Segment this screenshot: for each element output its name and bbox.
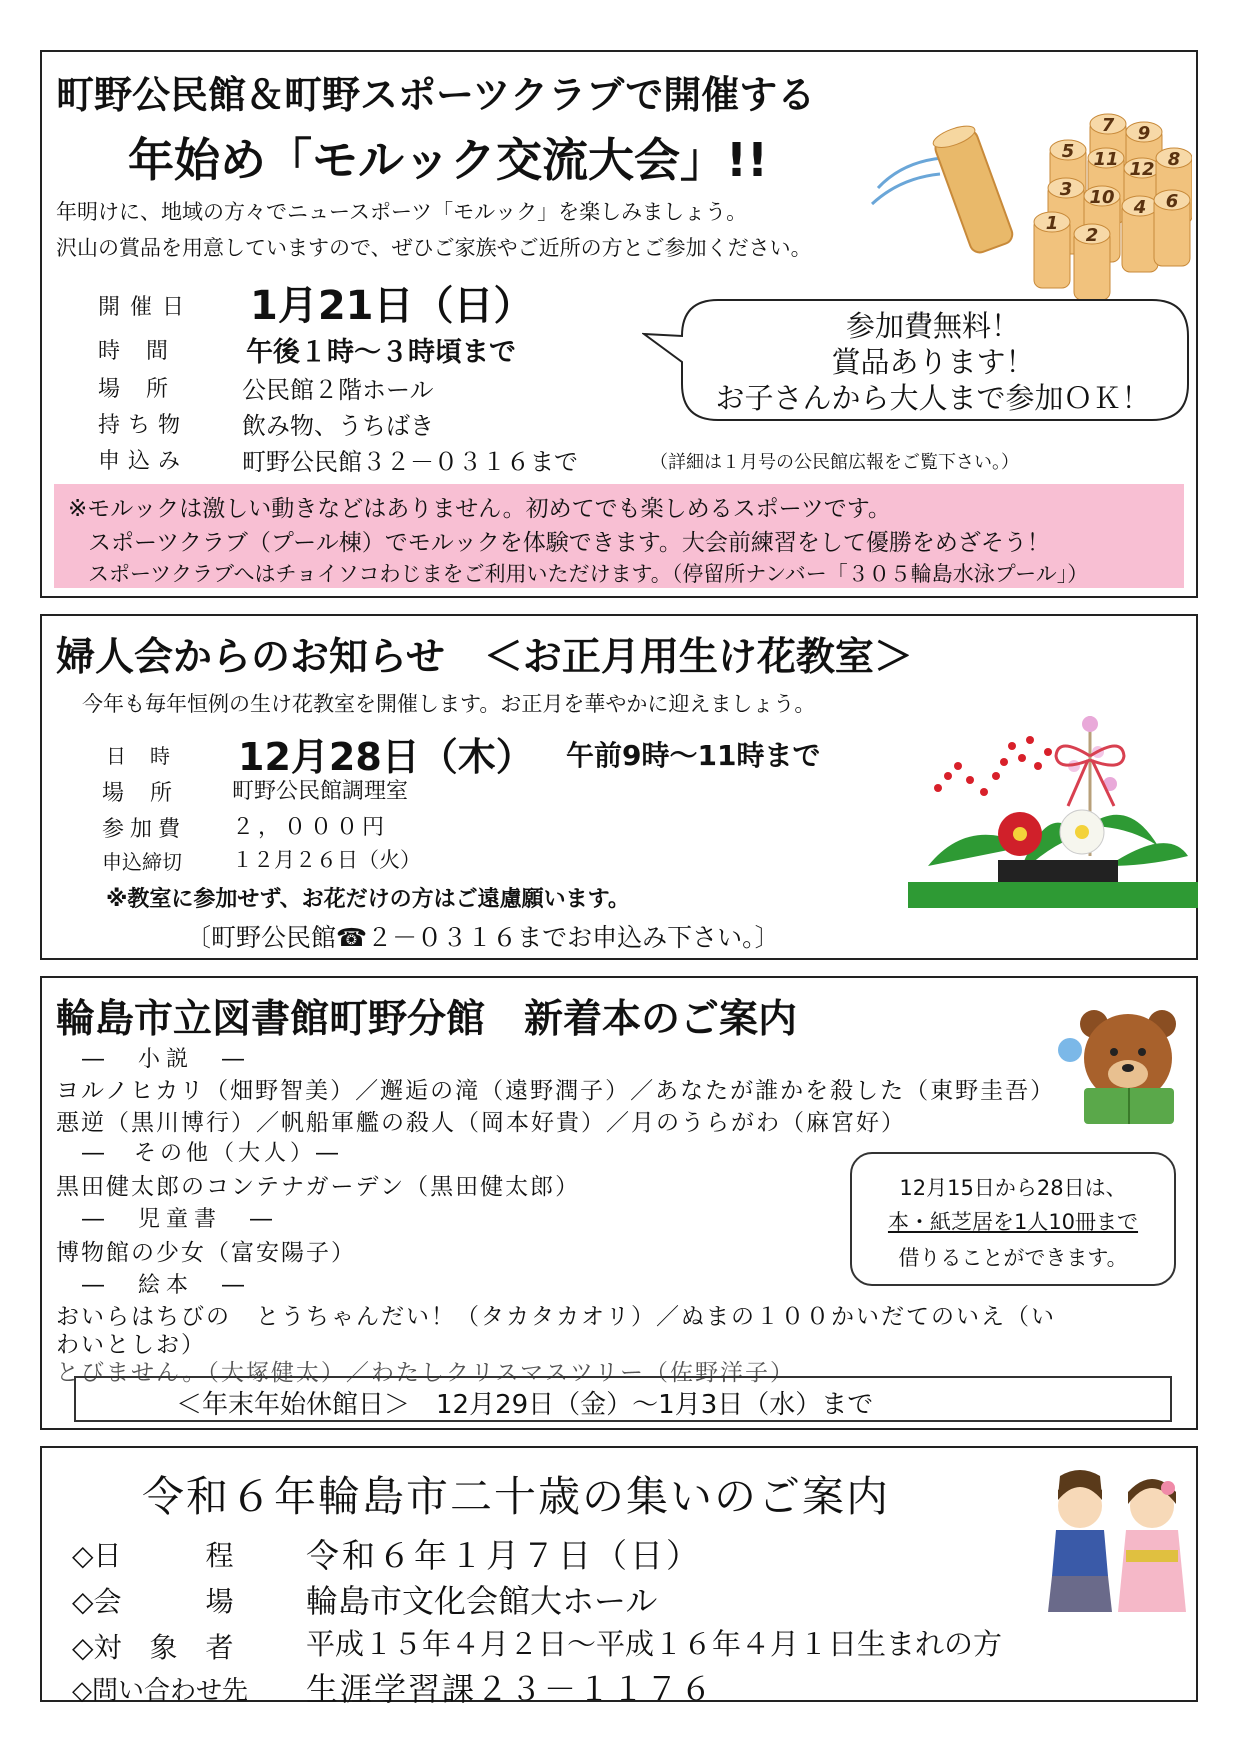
thrown-pin [931,122,1015,255]
time-label: 時 間 [98,339,171,364]
molkky-pin-number: 4 [1133,197,1147,218]
molkky-pin-number: 2 [1085,225,1099,246]
bear-reading-illustration [1054,992,1194,1132]
molkky-note-3: スポーツクラブへはチョイソコわじまをご利用いただけます。（停留所ナンバー「３０５輪島水泳プール」） [88,562,1089,586]
molkky-pin-number: 9 [1137,123,1151,144]
place-label: 場 所 [98,377,171,402]
apply-label: 申込み [98,449,189,474]
boy-hakama [1048,1470,1112,1612]
bubble-line-2: 賞品あります！ [831,345,1035,379]
speech-bubble [678,296,1188,424]
ikebana-place-value: 町野公民館調理室 [232,779,409,804]
apply-note: （詳細は１月号の公民館広報をご覧下さい。） [650,452,1019,473]
children-line: 博物館の少女（富安陽子） [56,1240,356,1266]
ikebana-date-value: 12月28日（木） [238,735,534,779]
swing-lines [872,158,942,204]
molkky-pin-number: 6 [1165,191,1179,212]
ikebana-deadline-value: １２月２６日（火） [232,848,421,872]
molkky-pin-number: 11 [1093,149,1119,170]
molkky-pin [1034,212,1070,288]
ikebana-time-value: 午前9時～11時まで [566,739,821,772]
ceremony-row-4-label: ◇問い合わせ先 [72,1676,248,1706]
ikebana-date-label: 日 時 [106,744,172,768]
ikebana-section [40,614,1198,960]
other-line: 黒田健太郎のコンテナガーデン（黒田健太郎） [56,1174,581,1200]
molkky-title-2: 年始め「モルック交流大会」!! [128,133,768,187]
ikebana-contact: 〔町野公民館☎２－０３１６までお申込み下さい。〕 [186,923,780,952]
library-section [40,976,1198,1430]
ikebana-deadline-label: 申込締切 [102,850,182,874]
molkky-title-1: 町野公民館＆町野スポーツクラブで開催する [56,73,816,117]
molkky-note-2: スポーツクラブ（プール棟）でモルックを体験できます。大会前練習をして優勝をめざそう！ [88,530,1050,556]
novel-line-1: ヨルノヒカリ（畑野智美）／邂逅の滝（遠野潤子）／あなたが誰かを殺した（東野圭吾） [56,1078,1056,1104]
date-label: 開催日 [98,295,195,320]
vase [998,860,1118,882]
bubble-text [678,308,1188,416]
ikebana-title: 婦人会からのお知らせ ＜お正月用生け花教室＞ [56,635,913,680]
closed-days-text: ＜年末年始休館日＞ 12月29日（金）～1月3日（水）まで [176,1390,874,1420]
picture-book-line-1: おいらはちびの とうちゃんだい！（タカタカオリ）／ぬまの１００かいだてのいえ（い [56,1304,1056,1330]
molkky-pin-number: 5 [1061,141,1075,162]
ceremony-row-3-value: 平成１５年４月２日～平成１６年４月１日生まれの方 [306,1627,1003,1661]
mouse-icon [1058,1038,1082,1062]
ikebana-fee-label: 参加費 [102,817,187,842]
kimono-children-illustration [1042,1466,1192,1616]
time-value: 午後１時～３時頃まで [246,337,516,368]
numbered-pins [1034,114,1192,300]
loan-note-line-2: 本・紙芝居を1人10冊まで [887,1210,1139,1234]
molkky-pin [1074,224,1110,300]
library-title: 輪島市立図書館町野分館 新着本のご案内 [56,997,798,1042]
molkky-pin-number: 7 [1101,115,1115,136]
items-value: 飲み物、うちばき [242,412,434,440]
place-value: 公民館２階ホール [242,376,434,404]
library-loan-note [850,1152,1176,1286]
red-berries [934,736,1052,796]
molkky-pin-number: 10 [1089,187,1115,208]
items-label: 持ち物 [98,413,189,438]
date-value: 1月21日（日） [250,283,534,329]
children-header: ― 児童書 ― [82,1207,279,1232]
ceremony-section [40,1446,1198,1708]
molkky-pin-number: 1 [1045,213,1059,234]
ceremony-row-3-label: ◇対 象 者 [72,1631,234,1664]
picture-book-line-2: わいとしお） [56,1332,206,1358]
closed-days-box [74,1376,1172,1422]
molkky-intro-2: 沢山の賞品を用意していますので、ぜひご家族やご近所の方とご参加ください。 [56,236,812,260]
ceremony-title: 令和６年輪島市二十歳の集いのご案内 [142,1472,891,1521]
ceremony-row-2-value: 輪島市文化会館大ホール [306,1582,658,1620]
molkky-intro-1: 年明けに、地域の方々でニュースポーツ「モルック」を楽しみましょう。 [56,200,748,224]
bubble-line-3: お子さんから大人まで参加ＯＫ！ [715,381,1151,415]
ikebana-note: ※教室に参加せず、お花だけの方はご遠慮願います。 [106,887,630,912]
ceremony-row-4-value: 生涯学習課２３－１１７６ [306,1670,715,1708]
bubble-line-1: 参加費無料！ [845,309,1020,343]
loan-note-line-1: 12月15日から28日は、 [899,1176,1127,1200]
girl-furisode [1118,1479,1186,1612]
novel-header: ― 小説 ― [82,1047,251,1072]
molkky-pin-number: 8 [1167,149,1181,170]
flower-arrangement-illustration [908,696,1198,926]
loan-note-line-3: 借りることができます。 [898,1246,1128,1270]
ikebana-intro: 今年も毎年恒例の生け花教室を開催します。お正月を華やかに迎えましょう。 [82,692,816,716]
ceremony-row-2-label: ◇会 場 [72,1585,234,1618]
ceremony-row-1-label: ◇日 程 [72,1539,234,1572]
molkky-pins-illustration [842,92,1192,322]
molkky-note-1: ※モルックは激しい動きなどはありません。初めてでも楽しめるスポーツです。 [68,496,891,522]
apply-value: 町野公民館３２－０３１６まで [242,448,578,476]
ceremony-row-1-value: 令和６年１月７日（日） [306,1536,702,1575]
molkky-notes-box [54,484,1184,588]
base-grass [908,882,1198,908]
molkky-pin-number: 3 [1059,179,1073,200]
molkky-pin [1122,196,1158,272]
picture-book-header: ― 絵本 ― [82,1273,251,1298]
ikebana-fee-value: ２，０００円 [232,815,389,840]
ikebana-place-label: 場 所 [102,781,175,806]
other-header: ― その他（大人）― [82,1141,343,1166]
picture-book-line-3: とびません。（大塚健太）／わたしクリスマスツリー（佐野洋子） [56,1360,795,1386]
novel-line-2: 悪逆（黒川博行）／帆船軍艦の殺人（岡本好貴）／月のうらがわ（麻宮好） [56,1110,906,1136]
molkky-pin [1154,190,1190,266]
molkky-pin-number: 12 [1129,159,1155,180]
